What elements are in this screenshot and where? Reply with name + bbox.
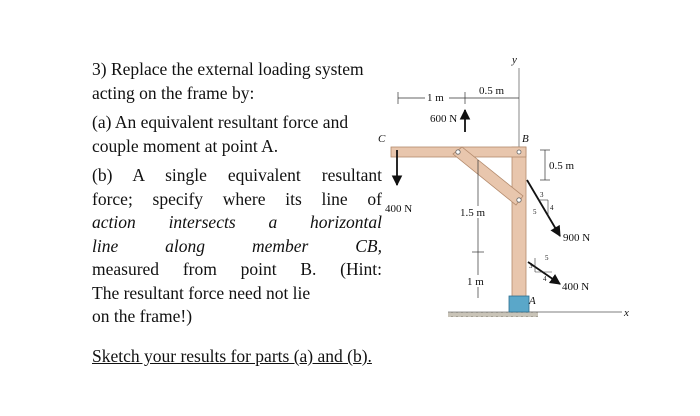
part-b-line: action intersects a horizontal	[92, 212, 382, 232]
dim-1-5m: 1.5 m	[460, 207, 486, 219]
x-axis-label: x	[624, 307, 629, 319]
part-a-text: (a) An equivalent resultant force and couple moment at point A.	[92, 112, 349, 156]
dim-half-m-right: 0.5 m	[549, 160, 575, 172]
problem-intro: 3) Replace the external loading system acting on the frame by:	[92, 59, 364, 103]
ground	[448, 312, 538, 317]
part-b-line: (b) A single equivalent resultant	[92, 165, 382, 185]
point-a-label: A	[529, 295, 536, 307]
part-b-line: on the frame!)	[92, 306, 193, 326]
part-b-line: line along member CB,	[92, 235, 382, 256]
slope-label: 3	[529, 262, 533, 270]
force-400-left-label: 400 N	[385, 203, 413, 215]
point-b-label: B	[522, 133, 529, 145]
force-600-label: 600 N	[430, 113, 458, 125]
pin	[517, 198, 521, 202]
pin	[456, 150, 460, 154]
slope-label: 5	[533, 208, 537, 216]
part-b-line: measured from point B. (Hint:	[92, 259, 382, 279]
slope-label: 4	[550, 204, 554, 212]
slope-label: 4	[543, 275, 547, 283]
force-900-arrow	[527, 180, 560, 236]
force-400-right-label: 400 N	[562, 281, 590, 293]
pin	[517, 150, 521, 154]
slope-label: 3	[540, 191, 544, 199]
part-b-line: The resultant force need not lie	[92, 282, 311, 303]
force-900-label: 900 N	[563, 232, 591, 244]
member-ab	[512, 147, 526, 312]
point-c-label: C	[378, 133, 386, 145]
support-a	[509, 296, 529, 312]
part-b-line: force; specify where its line of	[92, 188, 382, 209]
sketch-instruction: Sketch your results for parts (a) and (b).	[92, 346, 372, 366]
y-axis-label: y	[512, 54, 517, 66]
slope-label: 5	[545, 254, 549, 262]
dim-1m-lower: 1 m	[467, 276, 484, 288]
dim-1m-top: 1 m	[427, 92, 444, 104]
dim-half-m-top: 0.5 m	[479, 85, 505, 97]
